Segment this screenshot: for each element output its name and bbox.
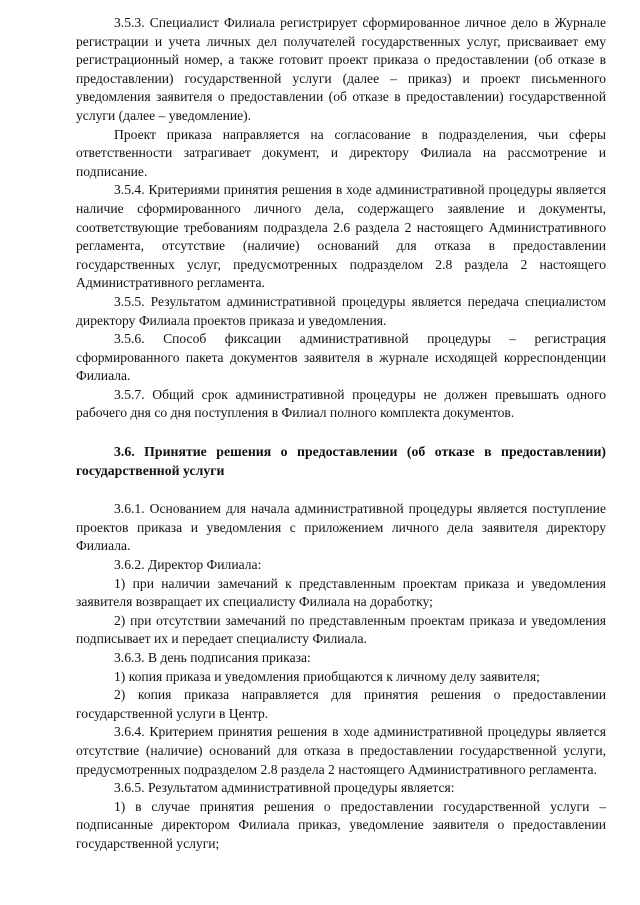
paragraph-3-5-7: 3.5.7. Общий срок административной процедуры не должен превышать одного рабочего дня со дня поступления в Филиал полного комплекта документов. bbox=[76, 386, 606, 421]
paragraph-3-5-4: 3.5.4. Критериями принятия решения в ходе административной процедуры является наличие сформированного личного дела, содержащего заявление и документы, соответствующие требованиям подраздела 2.6 раздела 2 настоящего Административного регламента, отсутствие (наличие) оснований для отказа в предоставлении государственных услуг, предусмотренных подразделом 2.8 раздела 2 настоящего Административного регламента. bbox=[76, 182, 606, 291]
list-item-3-6-2-1: 1) при наличии замечаний к представленным проектам приказа и уведомления заявителя возвращает их специалисту Филиала на доработку; bbox=[76, 575, 606, 610]
list-item-3-6-3-2: 2) копия приказа направляется для принятия решения о предоставлении государственной услуги в Центр. bbox=[76, 687, 606, 721]
paragraph-draft-order: Проект приказа направляется на согласование в подразделения, чьи сферы ответственности затрагивает документ, и директору Филиала на рассмотрение и подписание. bbox=[76, 126, 606, 179]
paragraph-3-6-5: 3.6.5. Результатом административной процедуры является: bbox=[114, 780, 455, 796]
paragraph-3-5-6: 3.5.6. Способ фиксации административной процедуры – регистрация сформированного пакета документов заявителя в журнале исходящей корреспонденции Филиала. bbox=[76, 331, 606, 384]
list-item-3-6-5-1: 1) в случае принятия решения о предоставлении государственной услуги – подписанные директором Филиала приказ, уведомление заявителя о предоставлении государственной услуги; bbox=[76, 798, 606, 851]
section-heading-3-6: 3.6. Принятие решения о предоставлении (об отказе в предоставлении) государственной услуги bbox=[76, 444, 606, 478]
paragraph-3-6-3: 3.6.3. В день подписания приказа: bbox=[114, 650, 311, 665]
paragraph-3-6-4: 3.6.4. Критерием принятия решения в ходе административной процедуры является отсутствие (наличие) оснований для отказа в предоставлении государственной услуги, предусмотренных подразделом 2.8 раздела 2 настоящего Административного регламента. bbox=[76, 724, 606, 777]
paragraph-3-6-1: 3.6.1. Основанием для начала административной процедуры является поступление проектов приказа и уведомления с приложением личного дела заявителя директору Филиала. bbox=[76, 501, 606, 554]
paragraph-3-6-2: 3.6.2. Директор Филиала: bbox=[114, 557, 262, 573]
list-item-3-6-3-1: 1) копия приказа и уведомления приобщаются к личному делу заявителя; bbox=[114, 668, 540, 684]
paragraph-3-5-5: 3.5.5. Результатом административной процедуры является передача специалистом директору Филиала проектов приказа и уведомления. bbox=[76, 293, 606, 328]
list-item-3-6-2-2: 2) при отсутствии замечаний по представленным проектам приказа и уведомления подписывает их и передает специалисту Филиала. bbox=[76, 612, 606, 647]
paragraph-3-5-3: 3.5.3. Специалист Филиала регистрирует сформированное личное дело в Журнале регистрации и учета личных дел получателей государственных услуг, присваивает ему регистрационный номер, а также готовит проект приказа о предоставлении (об отказе в предоставлении) государственной услуги (далее – приказ) и проект письменного уведомления заявителя о предоставлении (об отказе в предоставлении) государственной услуги (далее – уведомление). bbox=[76, 15, 606, 123]
